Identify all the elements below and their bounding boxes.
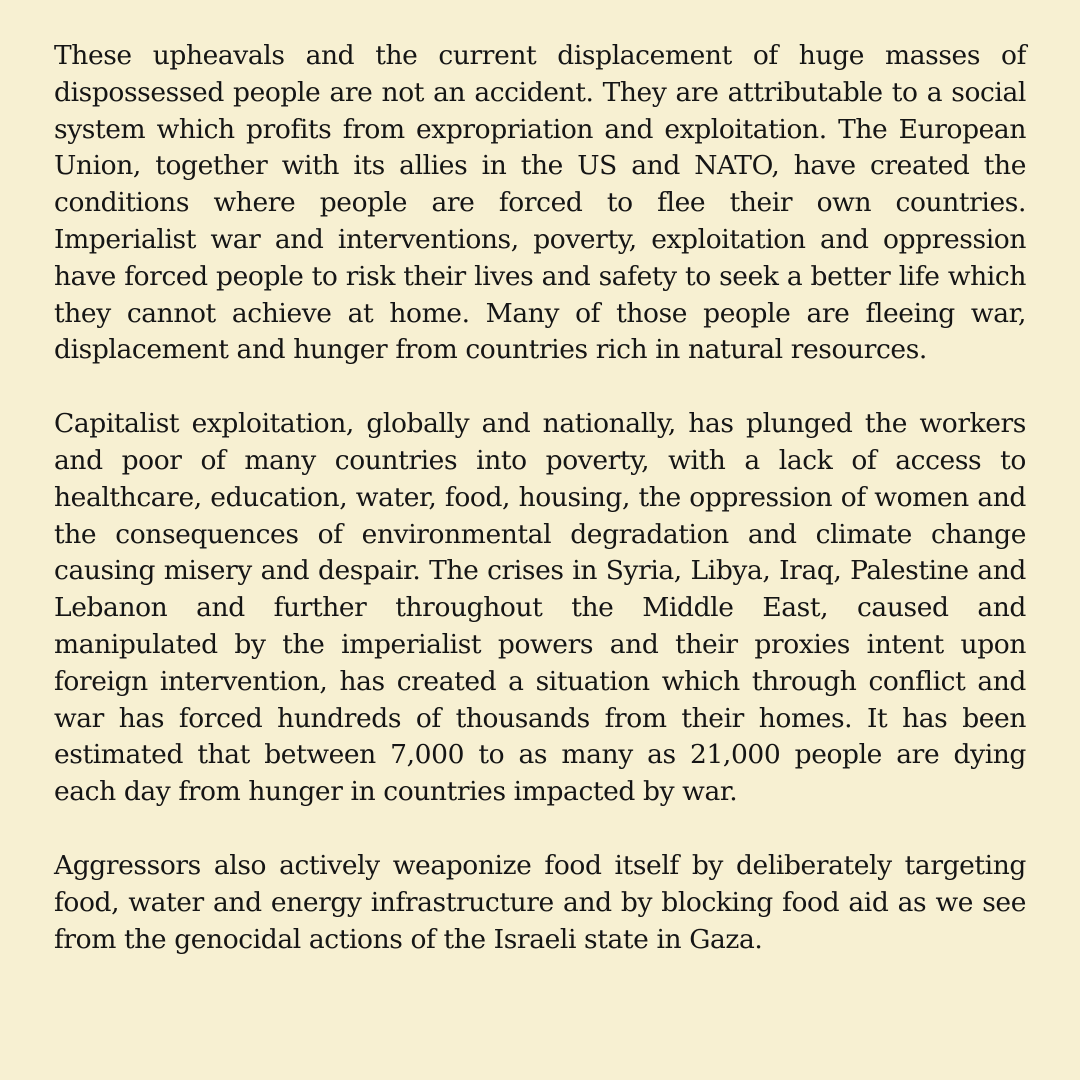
paragraph-capitalist-exploitation: Capitalist exploitation, globally and nationally, has plunged the workers and poor of many countries into poverty, with a lack of access to healthcare, education, water, food, housing, the oppression of women and the consequences of environmental degradation and climate change causing misery and despair. The crises in Syria, Libya, Iraq, Palestine and Lebanon and further throughout the Middle East, caused and manipulated by the imperialist powers and their proxies intent upon foreign intervention, has created a situation which through conflict and war has forced hundreds of thousands from their homes. It has been estimated that between 7,000 to as many as 21,000 people are dying each day from hunger in countries impacted by war.: [54, 408, 1026, 808]
paragraph-food-weaponization: Aggressors also actively weaponize food itself by deliberately targeting food, water and energy infrastructure and by blocking food aid as we see from the genocidal actions of the Israeli state in Gaza.: [54, 849, 1026, 955]
paragraph-displacement: These upheavals and the current displacement of huge masses of dispossessed people are not an accident. They are attributable to a social system which profits from expropriation and exploitation. The European Union, together with its allies in the US and NATO, have created the conditions where people are forced to flee their own countries. Imperialist war and interventions, poverty, exploitation and oppression have forced people to risk their lives and safety to seek a better life which they cannot achieve at home. Many of those people are fleeing war, displacement and hunger from countries rich in natural resources.: [54, 40, 1026, 366]
document-body: [54, 38, 1026, 995]
